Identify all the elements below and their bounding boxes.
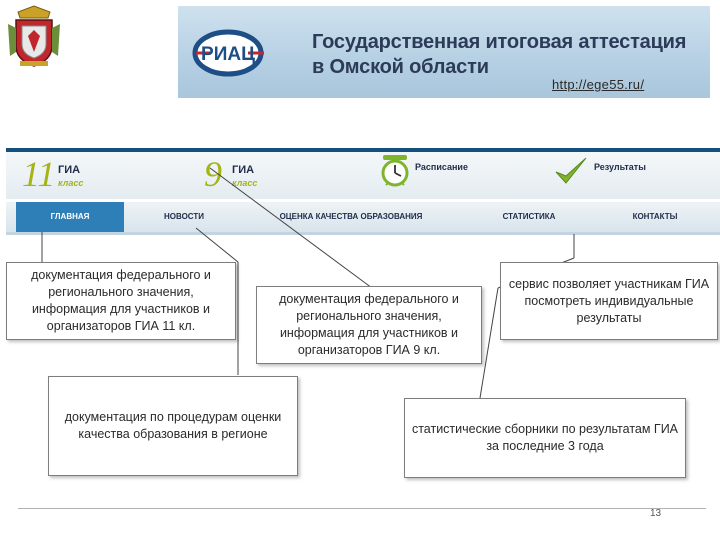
- schedule-label: Расписание: [415, 162, 468, 172]
- callout-gia9-docs: документация федерального и регионального значения, информация для участников и организаторов ГИА 9 кл.: [256, 286, 482, 364]
- page-title: Государственная итоговая аттестация в Омской области: [312, 31, 687, 78]
- site-link[interactable]: http://ege55.ru/: [552, 77, 645, 92]
- gia11-number: 11: [22, 154, 56, 194]
- gia9-class: класс: [232, 178, 258, 188]
- nav-item-quality[interactable]: ОЦЕНКА КАЧЕСТВА ОБРАЗОВАНИЯ: [279, 212, 423, 221]
- nav-item-statistics[interactable]: СТАТИСТИКА: [502, 212, 556, 221]
- callout-statistics: статистические сборники по результатам ГИА за последние 3 года: [404, 398, 686, 478]
- callout-results-service: сервис позволяет участникам ГИА посмотреть индивидуальные результаты: [500, 262, 718, 340]
- nav-item-home[interactable]: ГЛАВНАЯ: [16, 202, 124, 232]
- gia11-name: ГИА: [58, 164, 81, 176]
- callout-quality-docs: документация по процедурам оценки качества образования в регионе: [48, 376, 298, 476]
- gia9-number: 9: [204, 154, 222, 194]
- nav-item-news[interactable]: НОВОСТИ: [163, 212, 204, 221]
- logo-text: РИАЦ: [201, 44, 255, 65]
- results-label: Результаты: [594, 162, 646, 172]
- footer-divider: [18, 508, 706, 509]
- nav-item-contacts[interactable]: КОНТАКТЫ: [632, 212, 678, 221]
- page-number: 13: [650, 508, 662, 519]
- gia11-class: класс: [58, 178, 84, 188]
- callout-gia11-docs: документация федерального и регионального значения, информация для участников и организаторов ГИА 11 кл.: [6, 262, 236, 340]
- gia9-name: ГИА: [232, 164, 255, 176]
